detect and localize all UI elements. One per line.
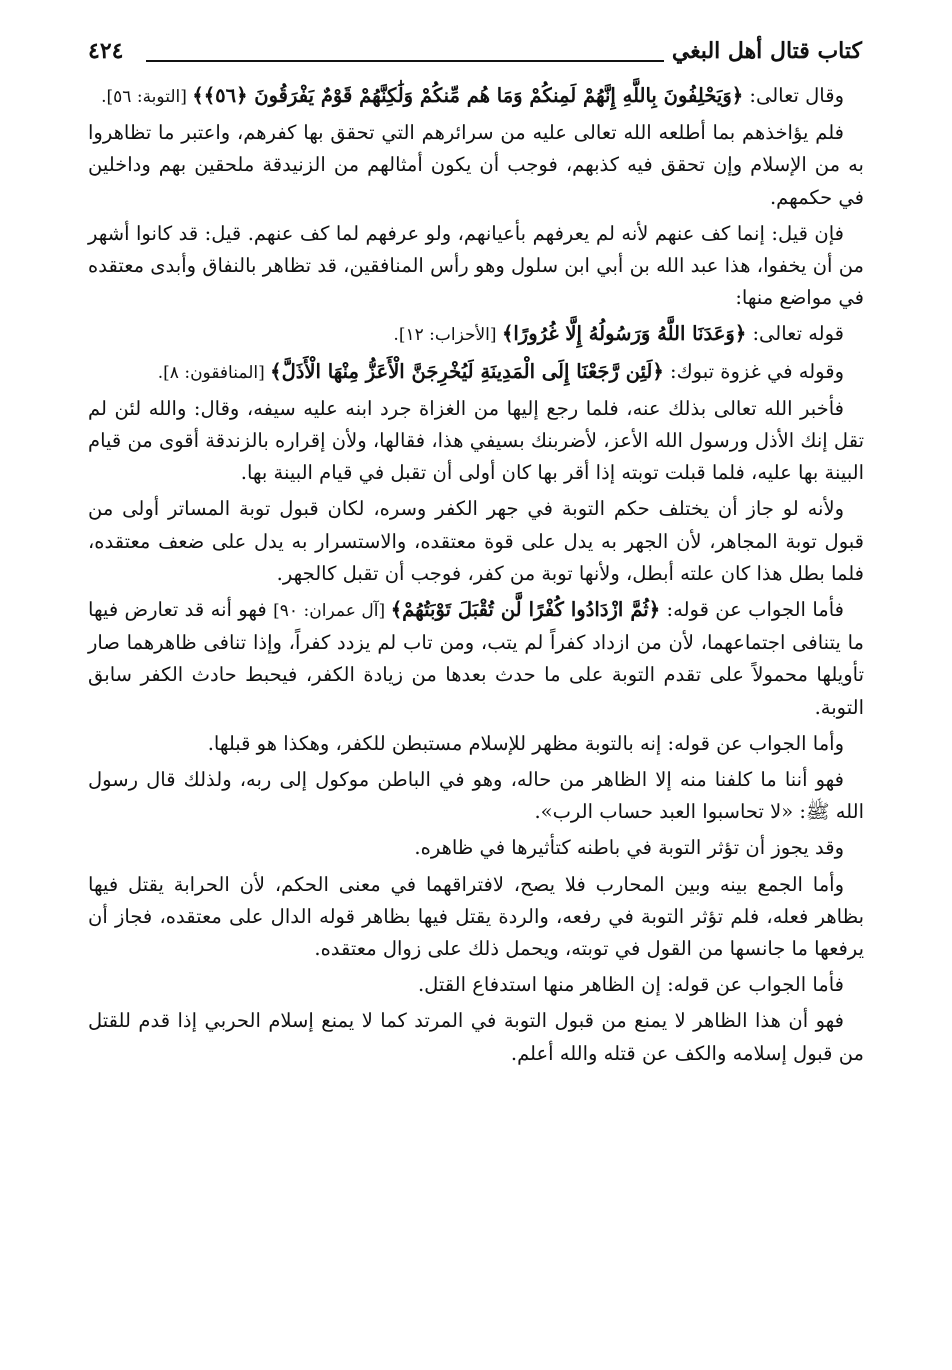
paragraph: فلم يؤاخذهم بما أطلعه الله تعالى عليه من سرائرهم التي تحقق بها كفرهم، واعتبر ما تظاهروا به من الإسلام وإن تحقق فيه كذبهم، فوجب أن يكون أمثالهم من الزنيدقة ملحقين بهم وداخلين في حكمهم. [88, 121, 864, 209]
paragraph-text: وقال تعالى: [743, 84, 844, 107]
paragraph-verse-al-imran [88, 594, 864, 724]
paragraph: فهو أننا ما كلفنا منه إلا الظاهر من حاله، وهو في الباطن موكول إلى ربه، ولذلك قال رسول الله ﷺ: «لا تحاسبوا العبد حساب الرب». [88, 768, 864, 824]
paragraph: ولأنه لو جاز أن يختلف حكم التوبة في جهر الكفر وسره، لكان قبول توبة المساتر أولى من قبول توبة المجاهر، لأن الجهر به يدل على قوة معتقده، والاستسرار به يدل على ضعف معتقده، فلما بطل هذا كان علته أبطل، ولأنها توبة من كفر، فوجب أن تقبل كالجهر. [88, 497, 864, 585]
running-header [88, 38, 864, 78]
paragraph: وأما الجواب عن قوله: إنه بالتوبة مظهر للإسلام مستبطن للكفر، وهكذا هو قبلها. [207, 731, 844, 755]
verse-reference: [الأحزاب: ١٢]. [393, 325, 502, 346]
verse-reference: [المنافقون: ٨]. [157, 362, 271, 383]
paragraph: فإن قيل: إنما كف عنهم لأنه لم يعرفهم بأعيانهم، ولو عرفهم لما كف عنهم. قيل: قد كانوا أشهر من أن يخفوا، هذا عبد الله بن أبي ابن سلول وهو رأس المنافقين، قد تظاهر بالنفاق وأبدى معتقده في مواضع منها: [88, 221, 864, 310]
paragraph: فأخبر الله تعالى بذلك عنه، فلما رجع إليها من الغزاة جرد ابنه عليه سيفه، وقال: والله لئن لم تقل إنك الأذل ورسول الله الأعز، لأضربنك بسيفي هذا، فقالها، ولأن إقراره بالزندقة أقوى من قيام البينة بها عليه، فلما قبلت توبته إذا أقر بها كان أولى أن تقبل في قيام البينة بها. [88, 396, 864, 485]
paragraph-text: وقوله في غزوة تبوك: [663, 359, 844, 383]
paragraph: فأما الجواب عن قوله: إن الظاهر منها استدفاع القتل. [417, 973, 844, 997]
verse-reference: [التوبة: ٥٦]. [101, 87, 193, 107]
paragraph: فهو أن هذا الظاهر لا يمنع من قبول التوبة في المرتد كما لا يمنع إسلام الحربي إذا قدم للقتل من قبول إسلامه والكف عن قتله والله أعلم. [88, 1009, 864, 1065]
paragraph: وأما الجمع بينه وبين المحارب فلا يصح، لافتراقهما في معنى الحكم، لأن الحرابة يقتل فيها بظاهر فعله، فلم تؤثر التوبة في رفعه، والردة يقتل فيها بظاهر قوله الدال على معتقده، فجاز أن يرفعها ما جانسها من القول في توبته، ويحمل ذلك على زوال معتقده. [88, 872, 864, 961]
paragraph-text: فهو أنه قد تعارض فيها ما يتنافى اجتماعهما، لأن من ازداد كفراً لم يتب، ومن تاب لم يزدد كفراً، وإذا تنافى ظاهرهما صار تأويلها محمولاً على تقدم التوبة على ما حدث بعدها من زيادة الكفر، فيحبط حادث الكفر سابق التوبة. [88, 598, 864, 719]
quran-verse: ﴿وَعَدَنَا اللَّهُ وَرَسُولُهُ إِلَّا غُرُورًا﴾ [501, 322, 747, 346]
quran-verse: ﴿وَيَحْلِفُونَ بِاللَّهِ إِنَّهُمْ لَمِنكُمْ وَمَا هُم مِّنكُمْ وَلَٰكِنَّهُمْ قَوْمٌ يَفْرَقُونَ ﴿٥٦﴾﴾ [192, 84, 744, 107]
paragraph-verse-munafiqun [88, 356, 864, 389]
paragraph-text: فأما الجواب عن قوله: [660, 598, 844, 622]
paragraph-text: قوله تعالى: [746, 322, 844, 346]
quran-verse: ﴿ثُمَّ ازْدَادُوا كُفْرًا لَّن تُقْبَلَ تَوْبَتُهُمْ﴾ [390, 598, 661, 622]
verse-reference: [آل عمران: ٩٠] [273, 601, 391, 622]
paragraph: وقد يجوز أن تؤثر التوبة في باطنه كتأثيرها في ظاهره. [414, 836, 844, 860]
header-rule [146, 60, 664, 62]
page-body [88, 80, 864, 1070]
quran-verse: ﴿لَئِن رَّجَعْنَا إِلَى الْمَدِينَةِ لَيُخْرِجَنَّ الْأَعَزُّ مِنْهَا الْأَذَلَّ﴾ [270, 359, 664, 383]
running-title: كتاب قتال أهل البغي [671, 38, 862, 64]
paragraph-verse-ahzab [88, 318, 864, 351]
page-number: ٤٢٤ [88, 38, 124, 64]
paragraph-verse-tawbah [88, 80, 864, 113]
